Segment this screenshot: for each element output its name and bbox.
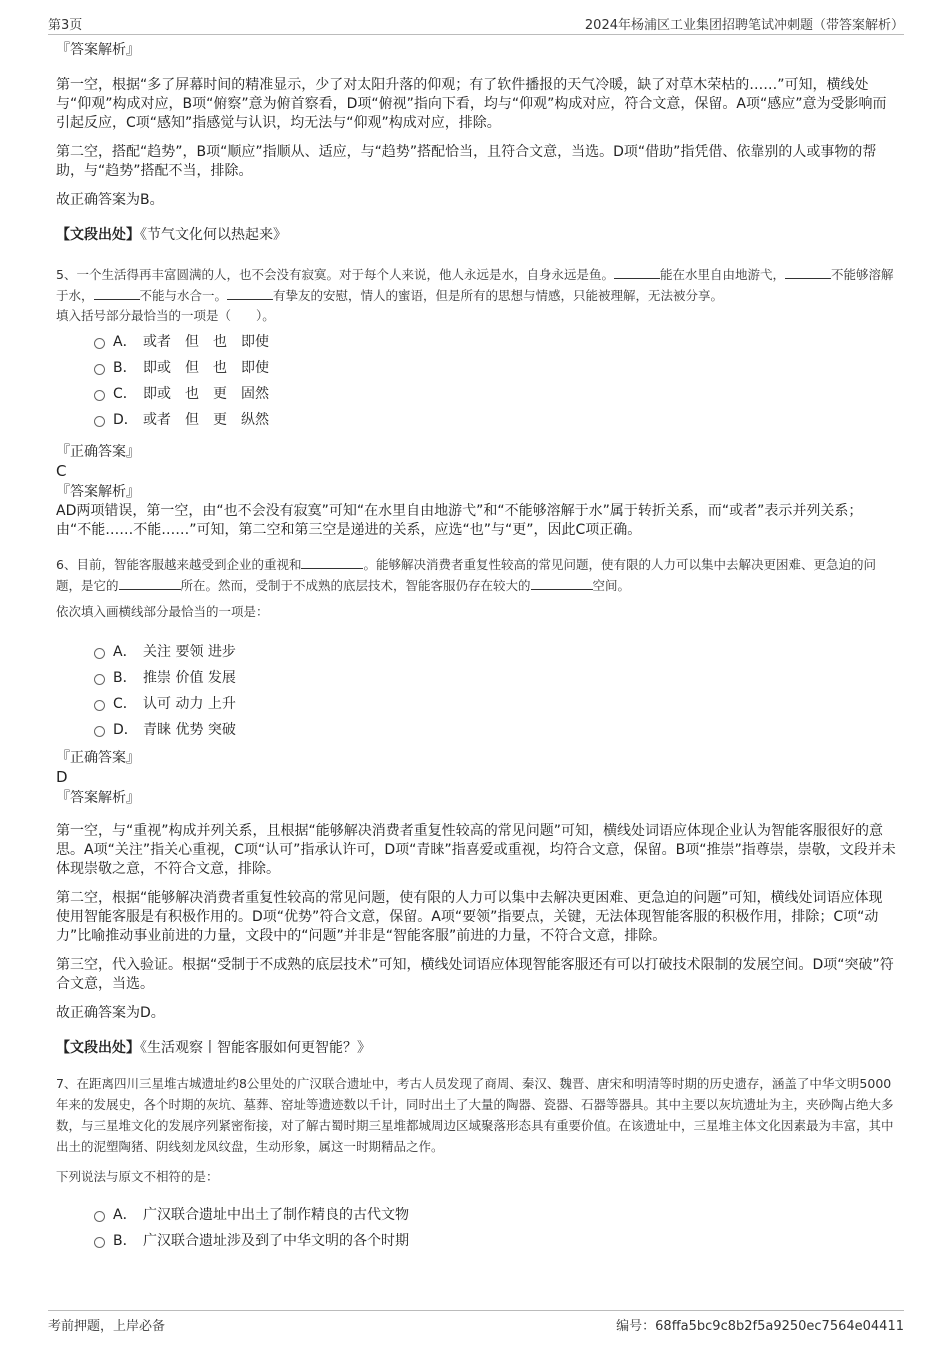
q6-stem-part: 。能够解决消费者重复性较高的常见问题，使有限的人力可以集中去解决更困难、更急迫的问题，是它的 [56, 557, 876, 593]
radio-icon[interactable] [94, 364, 105, 375]
option-key: A． [113, 644, 137, 660]
option-key: A． [113, 334, 137, 350]
document-title: 2024年杨浦区工业集团招聘笔试冲刺题（带答案解析） [584, 18, 904, 33]
q6-option-a[interactable] [94, 638, 896, 664]
option-key: D． [113, 722, 138, 738]
radio-icon[interactable] [94, 390, 105, 401]
q5-correct-answer: C [56, 462, 67, 480]
page-footer [48, 1310, 904, 1335]
q4-source-label: 【文段出处】 [56, 227, 140, 243]
q6-stem-part: 6、目前，智能客服越来越受到企业的重视和 [56, 557, 302, 572]
q5-analysis: AD两项错误，第一空，由“也不会没有寂寞”可知“在水里自由地游弋”和“不能够溶解于水”属于转折关系，而“或者”表示并列关系；由“不能……不能……”可知，第二空和第三空是递进的关系，应选“也”与“更”，因此C项正确。 [56, 503, 863, 538]
document-id: 编号：68ffa5bc9c8b2f5a9250ec7564e04411 [616, 1319, 904, 1334]
option-key: B． [113, 670, 137, 686]
page-number: 第3页 [48, 18, 83, 33]
q6-blank-2 [119, 577, 181, 590]
radio-icon[interactable] [94, 648, 105, 659]
q4-source [56, 224, 896, 244]
option-key: B． [113, 360, 137, 376]
option-text: 广汉联合遗址中出土了制作精良的古代文物 [143, 1207, 409, 1223]
q5-blank-1 [614, 266, 660, 279]
radio-icon[interactable] [94, 674, 105, 685]
q5-stem-part: 不能与水合一。 [139, 288, 228, 303]
page-content [56, 40, 896, 1259]
q6-source-label: 【文段出处】 [56, 1040, 140, 1056]
q5-option-c[interactable] [94, 380, 896, 406]
q6-option-b[interactable] [94, 664, 896, 690]
q5-blank-4 [227, 287, 273, 300]
radio-icon[interactable] [94, 700, 105, 711]
option-text: 推崇 价值 发展 [143, 670, 236, 686]
q7-options [94, 1201, 896, 1253]
option-key: A． [113, 1207, 137, 1223]
q6-prompt: 依次填入画横线部分最恰当的一项是： [56, 604, 269, 619]
q6-options [94, 638, 896, 742]
q5-blank-2 [785, 266, 831, 279]
q7-stem: 7、在距离四川三星堆古城遗址约8公里处的广汉联合遗址中，考古人员发现了商周、秦汉、魏晋、唐宋和明清等时期的历史遗存，涵盖了中华文明5000年来的发展史，各个时期的灰坑、墓葬、窑址等遗迹数以千计，同时出土了大量的陶器、瓷器、石器等器具。其中主要以灰坑遗址为主，夹砂陶占绝大多数，与三星堆文化的发展序列紧密衔接，对了解古蜀时期三星堆都城周边区域聚落形态具有重要价值。在该遗址中，三星堆主体文化因素最为丰富，其中出土的泥塑陶猪、阴线刻龙凤纹盘，生动形象，属这一时期精品之作。 [56, 1076, 894, 1154]
q7-option-b[interactable] [94, 1227, 896, 1253]
q5-stem-part: 能在水里自由地游弋， [659, 267, 785, 282]
q6-option-d[interactable] [94, 716, 896, 742]
q6-stem-part: 空间。 [592, 578, 631, 593]
q5-option-a[interactable] [94, 328, 896, 354]
radio-icon[interactable] [94, 416, 105, 427]
radio-icon[interactable] [94, 1237, 105, 1248]
option-text: 青睐 优势 突破 [143, 722, 236, 738]
q4-analysis-para2: 第二空，搭配“趋势”，B项“顺应”指顺从、适应，与“趋势”搭配恰当，且符合文意，当选。D项“借助”指凭借、依靠别的人或事物的帮助，与“趋势”搭配不当，排除。 [56, 144, 877, 179]
q5-analysis-label: 『答案解析』 [56, 484, 140, 500]
radio-icon[interactable] [94, 726, 105, 737]
q6-stem [56, 554, 896, 596]
q6-blank-3 [531, 577, 593, 590]
q5-option-d[interactable] [94, 406, 896, 432]
q5-blank-3 [94, 287, 140, 300]
q4-conclusion: 故正确答案为B。 [56, 192, 164, 208]
option-text: 即或 但 也 即使 [143, 360, 269, 376]
q5-option-b[interactable] [94, 354, 896, 380]
option-key: D． [113, 412, 138, 428]
option-key: B． [113, 1233, 137, 1249]
q6-analysis-para2: 第二空，根据“能够解决消费者重复性较高的常见问题，使有限的人力可以集中去解决更困难、更急迫的问题”可知，横线处词语应体现使用智能客服是有积极作用的。D项“优势”符合文意，保留。A项“要领”指要点，关键，无法体现智能客服的积极作用，排除；C项“动力”比喻推动事业前进的力量，文段中的“问题”并非是“智能客服”前进的力量，不符合文意，排除。 [56, 890, 883, 944]
q5-options [94, 328, 896, 432]
q6-source-text: 《生活观察丨智能客服如何更智能？》 [140, 1040, 371, 1056]
option-text: 或者 但 也 即使 [143, 334, 269, 350]
option-text: 关注 要领 进步 [143, 644, 236, 660]
option-text: 广汉联合遗址涉及到了中华文明的各个时期 [143, 1233, 409, 1249]
radio-icon[interactable] [94, 338, 105, 349]
q5-stem [56, 264, 896, 306]
option-key: C． [113, 386, 137, 402]
option-key: C． [113, 696, 137, 712]
q5-stem-part: 有挚友的安慰，情人的蜜语，但是所有的思想与情感，只能被理解，无法被分享。 [273, 288, 724, 303]
q6-option-c[interactable] [94, 690, 896, 716]
q5-prompt: 填入括号部分最恰当的一项是（ ）。 [56, 308, 275, 323]
q6-blank-1 [301, 556, 363, 569]
q6-analysis-para1: 第一空，与“重视”构成并列关系，且根据“能够解决消费者重复性较高的常见问题”可知，横线处词语应体现企业认为智能客服很好的意思。A项“关注”指关心重视，C项“认可”指承认许可，D项“青睐”指喜爱或重视，均符合文意，保留。B项“推崇”指尊崇，崇敬，文段并未体现崇敬之意，不符合文意，排除。 [56, 823, 896, 877]
q4-source-text: 《节气文化何以热起来》 [140, 227, 287, 243]
q7-prompt: 下列说法与原文不相符的是： [56, 1169, 219, 1184]
radio-icon[interactable] [94, 1211, 105, 1222]
q7-option-a[interactable] [94, 1201, 896, 1227]
q6-analysis-para3: 第三空，代入验证。根据“受制于不成熟的底层技术”可知，横线处词语应体现智能客服还有可以打破技术限制的发展空间。D项“突破”符合文意，当选。 [56, 957, 894, 992]
q5-stem-part: 5、一个生活得再丰富圆满的人，也不会没有寂寞。对于每个人来说，他人永远是水，自身永远是鱼。 [56, 267, 614, 282]
q6-conclusion: 故正确答案为D。 [56, 1005, 165, 1021]
page-header [48, 10, 904, 35]
q4-analysis-label: 『答案解析』 [56, 42, 140, 58]
q4-analysis-para1: 第一空，根据“多了屏幕时间的精准显示，少了对太阳升落的仰观；有了软件播报的天气冷暖，缺了对草木荣枯的……”可知，横线处与“仰观”构成对应，B项“俯察”意为俯首察看，D项“俯视”指向下看，均与“仰观”构成对应，符合文意，保留。A项“感应”意为受影响而引起反应，C项“感知”指感觉与认识，均无法与“仰观”构成对应，排除。 [56, 77, 887, 131]
q6-analysis-label: 『答案解析』 [56, 790, 140, 806]
q6-correct-label: 『正确答案』 [56, 750, 140, 766]
q6-correct-answer: D [56, 768, 68, 786]
q5-stem-part: 不能够溶解于水， [56, 267, 894, 303]
q5-correct-label: 『正确答案』 [56, 444, 140, 460]
option-text: 或者 但 更 纵然 [143, 412, 269, 428]
q6-stem-part: 所在。然而，受制于不成熟的底层技术，智能客服仍存在较大的 [180, 578, 531, 593]
option-text: 即或 也 更 固然 [143, 386, 269, 402]
q6-source [56, 1037, 896, 1057]
footer-slogan: 考前押题，上岸必备 [48, 1319, 166, 1334]
option-text: 认可 动力 上升 [143, 696, 236, 712]
